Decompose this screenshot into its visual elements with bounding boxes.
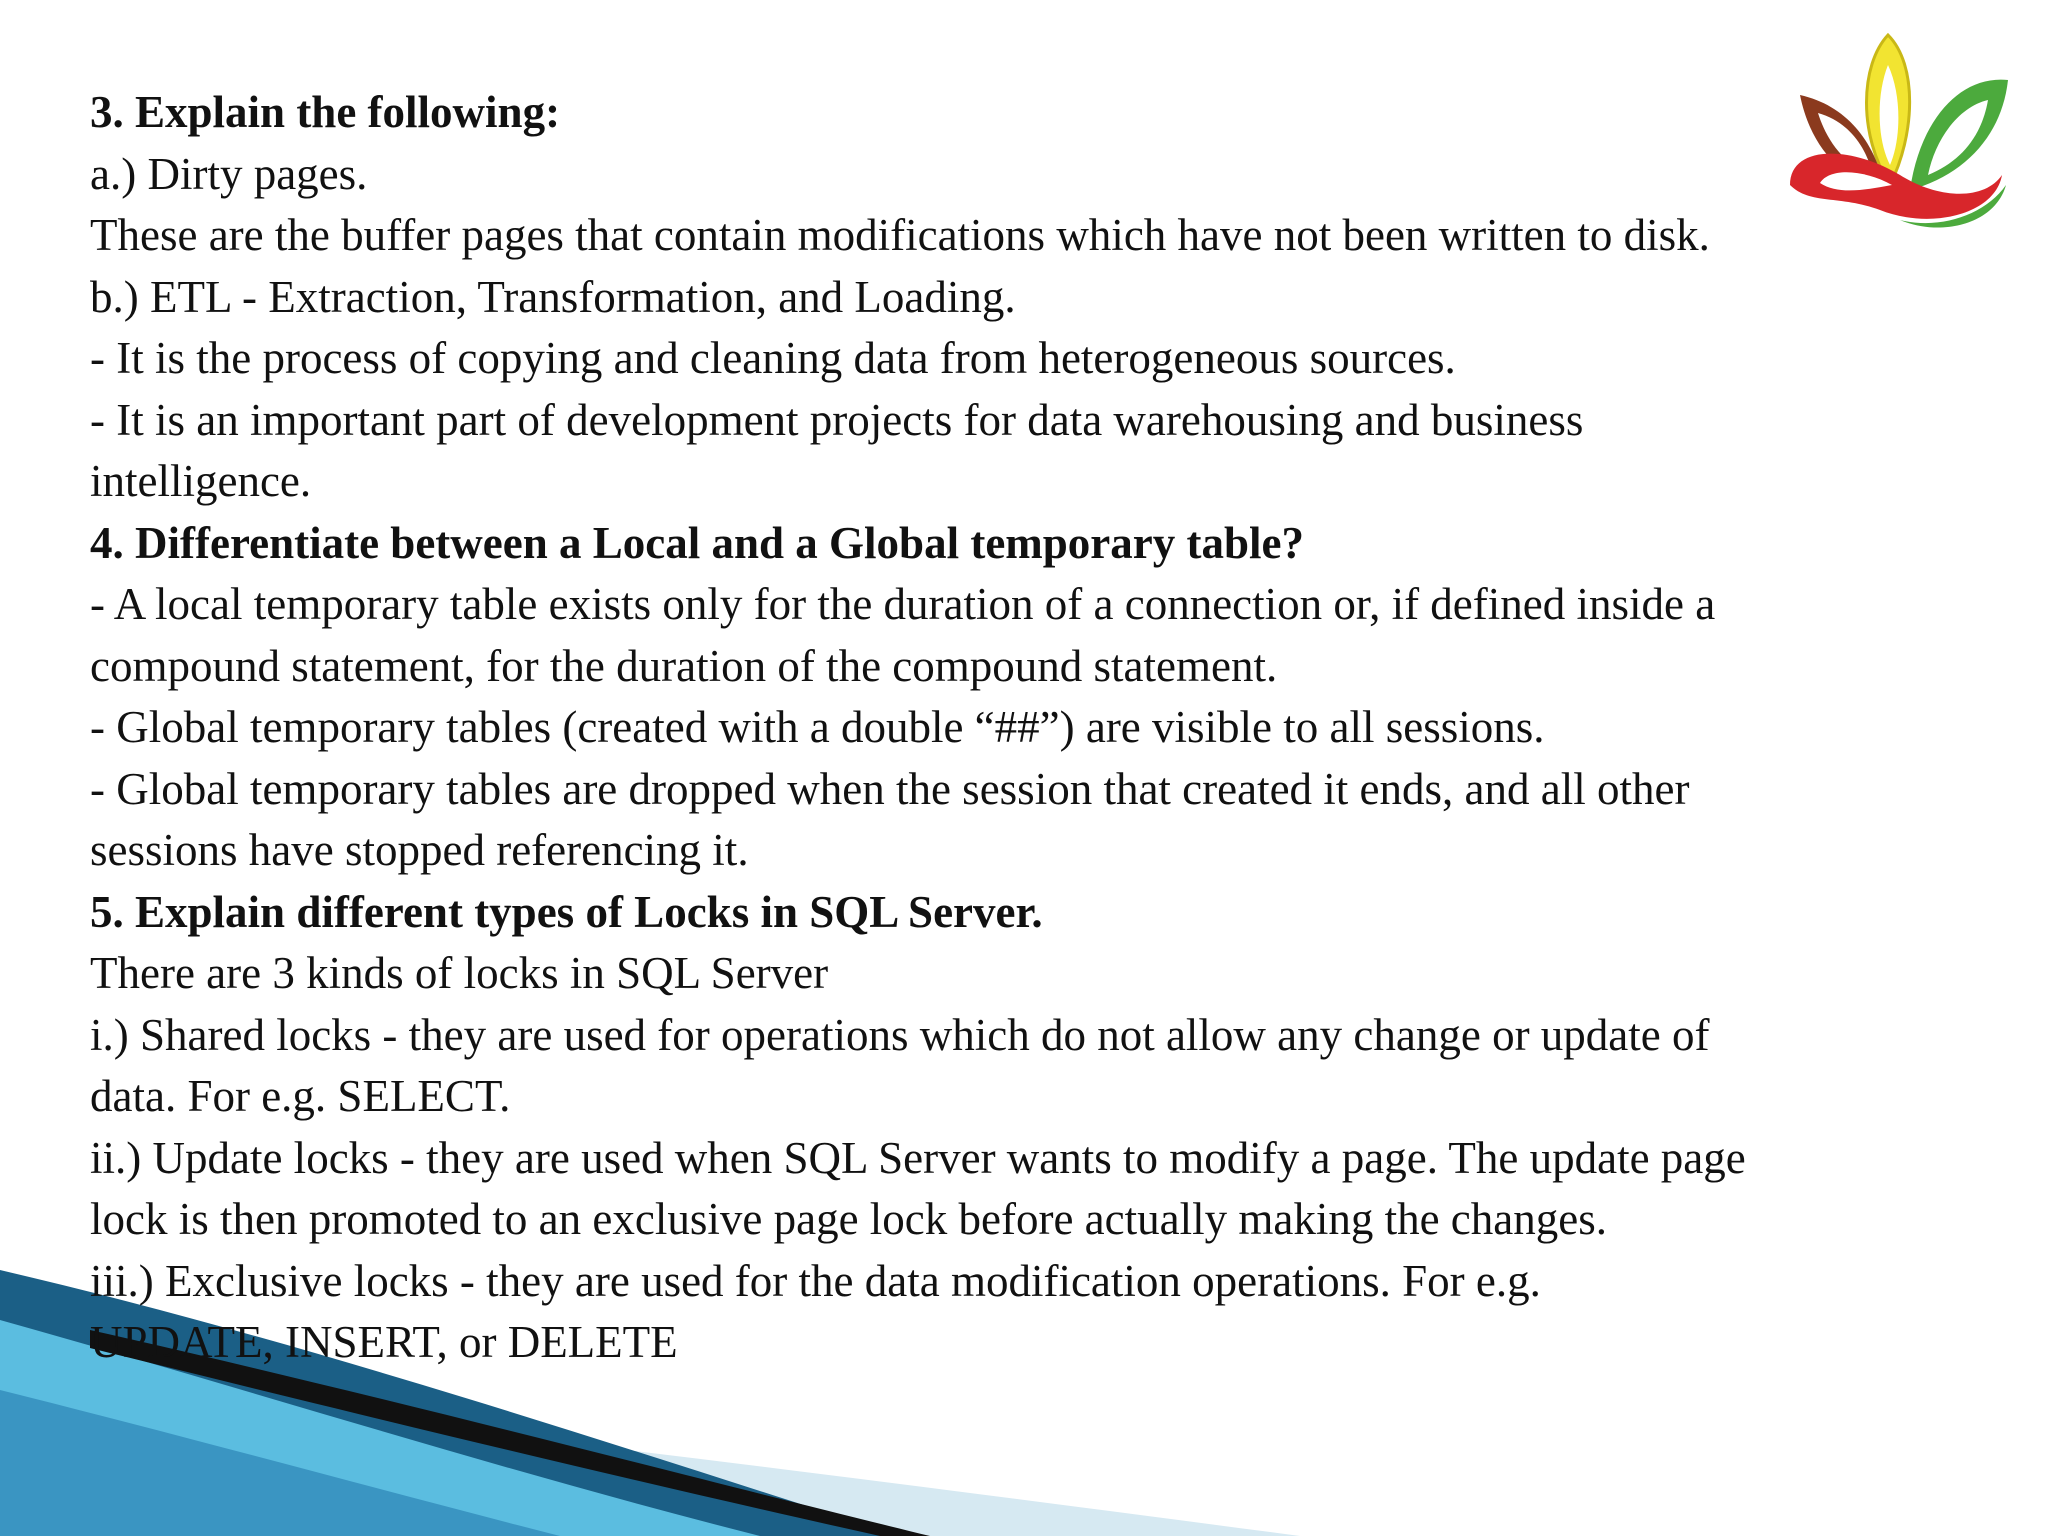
text-line: compound statement, for the duration of the compound statement. — [90, 640, 1278, 691]
text-line: - It is the process of copying and cleaning data from heterogeneous sources. — [90, 333, 1456, 383]
question-heading: 3. Explain the following: — [90, 87, 561, 137]
text-line: sessions have stopped referencing it. — [90, 825, 749, 875]
text-line: i.) Shared locks - they are used for operations which do not allow any change or update of — [90, 1009, 1710, 1060]
text-line: lock is then promoted to an exclusive page lock before actually making the changes. — [90, 1194, 1607, 1244]
text-line: ii.) Update locks - they are used when SQL Server wants to modify a page. The update page — [90, 1132, 1746, 1183]
text-line: b.) ETL - Extraction, Transformation, and Loading. — [90, 271, 1016, 322]
text-line: data. For e.g. SELECT. — [90, 1071, 511, 1121]
text-line: UPDATE, INSERT, or DELETE — [90, 1317, 678, 1367]
question-heading: 5. Explain different types of Locks in SQL Server. — [90, 886, 1043, 937]
text-line: - It is an important part of development projects for data warehousing and business — [90, 394, 1584, 445]
text-line: intelligence. — [90, 456, 312, 506]
text-line: - Global temporary tables are dropped when the session that created it ends, and all other — [90, 763, 1690, 814]
text-line: - A local temporary table exists only for the duration of a connection or, if defined inside a — [90, 579, 1716, 629]
slide-content — [90, 82, 1990, 1374]
text-line: There are 3 kinds of locks in SQL Server — [90, 948, 829, 998]
text-line: These are the buffer pages that contain modifications which have not been written to disk. — [90, 210, 1710, 260]
text-line: a.) Dirty pages. — [90, 148, 368, 199]
text-line: iii.) Exclusive locks - they are used for the data modification operations. For e.g. — [90, 1255, 1541, 1306]
text-line: - Global temporary tables (created with a double “##”) are visible to all sessions. — [90, 702, 1545, 752]
question-heading: 4. Differentiate between a Local and a Global temporary table? — [90, 517, 1304, 568]
